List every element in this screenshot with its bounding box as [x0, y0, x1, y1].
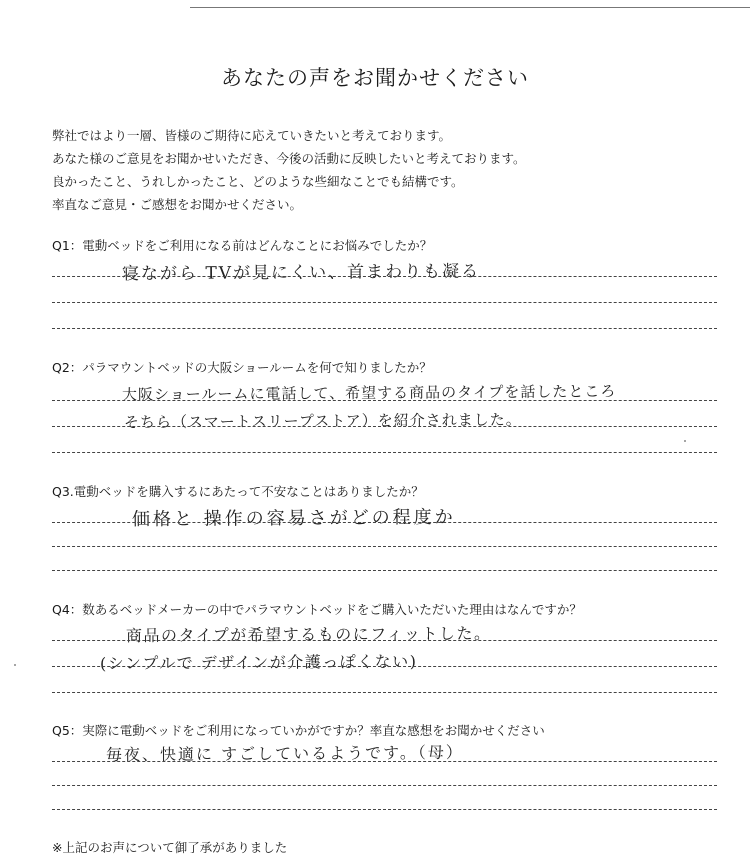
answer-line	[52, 302, 717, 303]
question-label: Q4：数あるベッドメーカーの中でパラマウントベッドをご購入いただいた理由はなんですか？	[52, 602, 582, 617]
intro-text	[52, 124, 526, 216]
question-label: Q3.電動ベッドを購入するにあたって不安なことはありましたか？	[52, 484, 424, 499]
handwritten-answer: 商品のタイプが希望するものにフィットした。	[125, 623, 492, 646]
answer-line	[52, 640, 717, 641]
page-title: あなたの声をお聞かせください	[221, 66, 529, 90]
answer-line	[52, 692, 717, 693]
handwritten-answer: そちら（スマートスリープストア）を紹介されました。	[123, 410, 522, 432]
handwritten-answer: (シンプルで デザインが介護っぽくない)	[99, 651, 418, 674]
footer-note: ※上記のお声について御了承がありました	[52, 840, 288, 855]
question-3	[52, 482, 742, 531]
answer-line	[52, 809, 717, 810]
scan-speck	[684, 440, 686, 442]
question-label: Q1：電動ベッドをご利用になる前はどんなことにお悩みでしたか？	[52, 238, 433, 253]
question-1	[52, 236, 742, 285]
handwritten-answer: 価格と 操作の容易さがどの程度か	[131, 506, 456, 531]
intro-line: 良かったこと、うれしかったこと、どのような些細なことでも結構です。	[52, 174, 464, 189]
handwritten-answer: 毎夜、快適に すごしているようです。（母）	[105, 742, 464, 765]
scan-speck	[14, 664, 16, 666]
answer-line	[52, 328, 717, 329]
answer-line	[52, 785, 717, 786]
answer-line	[52, 666, 717, 667]
question-2	[52, 358, 742, 432]
answer-line	[52, 761, 717, 762]
intro-line: 率直なご意見・ご感想をお聞かせください。	[52, 197, 303, 212]
handwritten-answer: 大阪ショールームに電話して、希望する商品のタイプを話したところ	[121, 382, 617, 404]
question-5	[52, 721, 742, 765]
answer-line	[52, 400, 717, 401]
handwritten-answer: 寝ながら TVが見にくい、首まわりも凝る	[121, 261, 481, 285]
answer-line	[52, 570, 717, 571]
top-rule	[190, 7, 750, 8]
answer-line	[52, 426, 717, 427]
answer-line	[52, 546, 717, 547]
question-label: Q5：実際に電動ベッドをご利用になっていかがですか？率直な感想をお聞かせください	[52, 723, 545, 738]
answer-line	[52, 452, 717, 453]
question-label: Q2：パラマウントベッドの大阪ショールームを何で知りましたか？	[52, 360, 432, 375]
intro-line: 弊社ではより一層、皆様のご期待に応えていきたいと考えております。	[52, 128, 452, 143]
answer-line	[52, 276, 717, 277]
answer-line	[52, 522, 717, 523]
question-4	[52, 600, 742, 674]
intro-line: あなた様のご意見をお聞かせいただき、今後の活動に反映したいと考えております。	[52, 151, 526, 166]
